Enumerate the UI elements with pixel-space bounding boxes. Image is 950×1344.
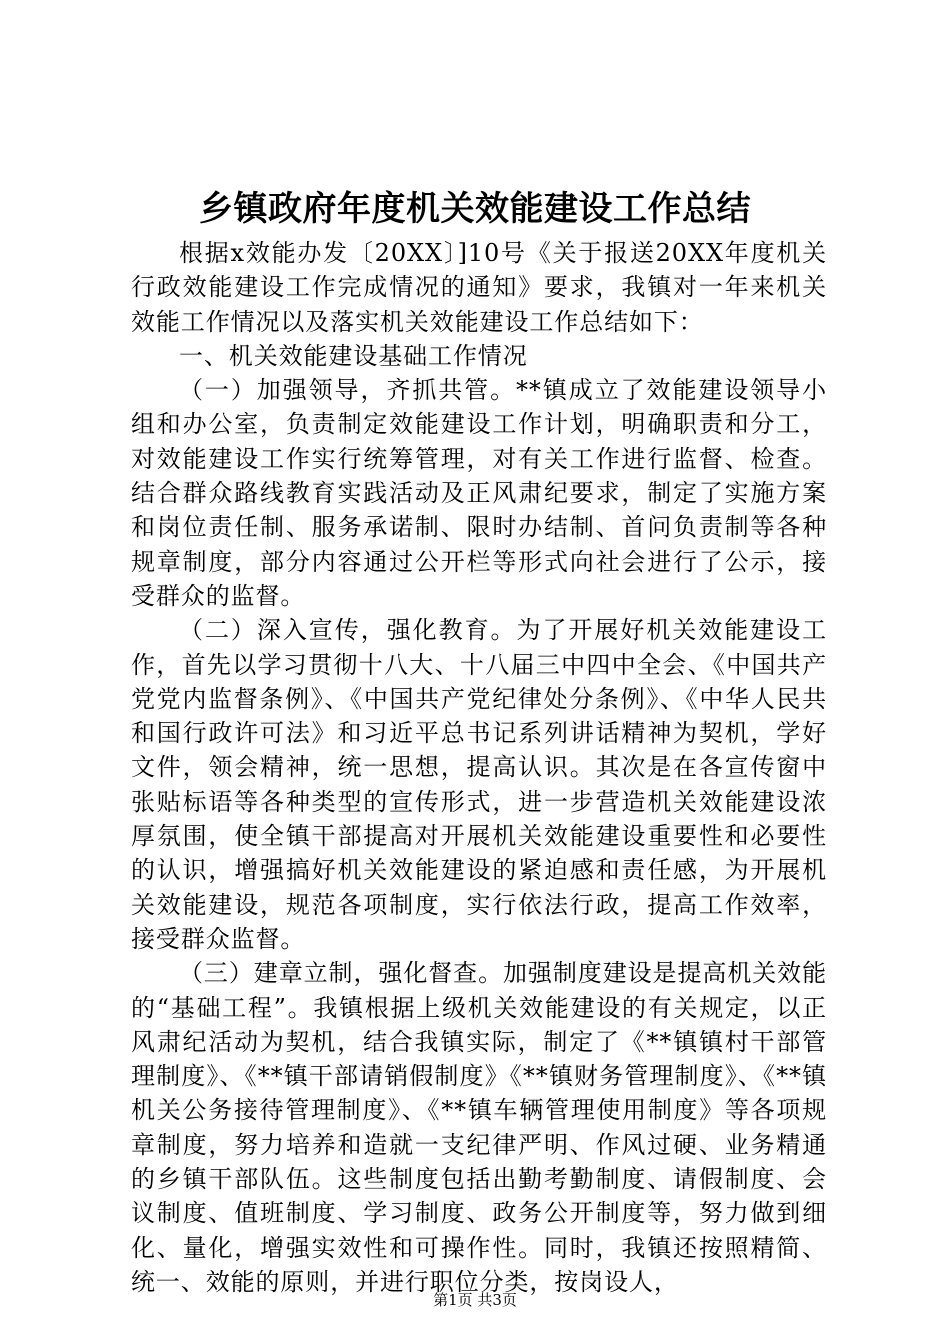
paragraph-regulations: （三）建章立制，强化督查。加强制度建设是提高机关效能的“基础工程”。我镇根据上级机关效能建设的有关规定，以正风肃纪活动为契机，结合我镇实际，制定了《**镇镇村干部管理制度》、《**镇干部请销假制度》《**镇财务管理制度》、《**镇机关公务接待管理制度》、《**镇车辆管理使用制度》等各项规章制度，努力培养和造就一支纪律严明、作风过硬、业务精通的乡镇干部队伍。这些制度包括出勤考勤制度、请假制度、会议制度、值班制度、学习制度、政务公开制度等，努力做到细化、量化，增强实效性和可操作性。同时，我镇还按照精简、统一、效能的原则，并进行职位分类，按岗设人， — [131, 959, 827, 1296]
page-footer: 第1页 共3页 — [433, 1291, 517, 1309]
document-title: 乡镇政府年度机关效能建设工作总结 — [199, 189, 751, 229]
paragraph-education: （二）深入宣传，强化教育。为了开展好机关效能建设工作，首先以学习贯彻十八大、十八届三中四中全会、《中国共产党党内监督条例》、《中国共产党纪律处分条例》、《中华人民共和国行政许可法》和习近平总书记系列讲话精神为契机，学好文件，领会精神，统一思想，提高认识。其次是在各宣传窗中张贴标语等各种类型的宣传形式，进一步营造机关效能建设浓厚氛围，使全镇干部提高对开展机关效能建设重要性和必要性的认识，增强搞好机关效能建设的紧迫感和责任感，为开展机关效能建设，规范各项制度，实行依法行政，提高工作效率，接受群众监督。 — [131, 616, 827, 953]
section-heading: 一、机关效能建设基础工作情况 — [179, 341, 528, 370]
document-body — [131, 236, 827, 1299]
paragraph-intro: 根据x效能办发〔20XX〕]10号《关于报送20XX年度机关行政效能建设工作完成情况的通知》要求，我镇对一年来机关效能工作情况以及落实机关效能建设工作总结如下： — [131, 239, 827, 336]
paragraph-leadership: （一）加强领导，齐抓共管。**镇成立了效能建设领导小组和办公室，负责制定效能建设工作计划，明确职责和分工，对效能建设工作实行统筹管理，对有关工作进行监督、检查。结合群众路线教育实践活动及正风肃纪要求，制定了实施方案和岗位责任制、服务承诺制、限时办结制、首问负责制等各种规章制度，部分内容通过公开栏等形式向社会进行了公示，接受群众的监督。 — [131, 376, 827, 610]
